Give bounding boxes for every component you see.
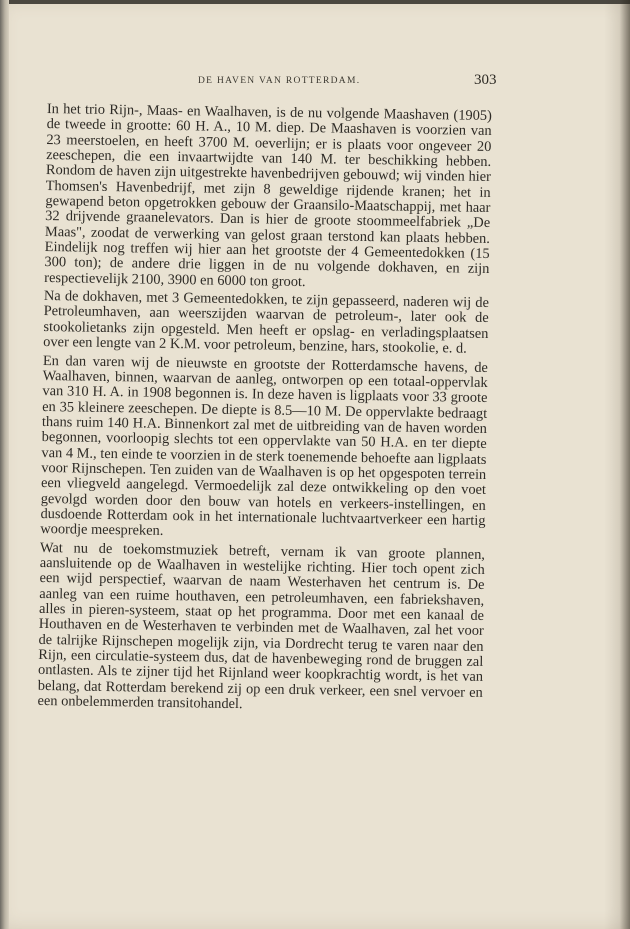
paragraph-waalhaven: En dan varen wij de nieuwste en grootste der Rotterdamsche havens, de Waalhaven, binnen, waarvan de aanleg, ontworpen op een totaal-oppervlak van 310 H. A. in 1908 begonnen is. In deze haven is ligplaats voor 33 groote en 35 kleinere zeeschepen. De diepte is 8.5—10 M. De oppervlakte bedraagt thans ruim 140 H.A. Binnenkort zal met de uitbreiding van de haven worden begonnen, voorloopig slechts tot een oppervlakte van 50 H.A. en ter diepte van 4 M., ten einde te voorzien in de sterk toenemende behoefte aan ligplaats voor Rijnschepen. Ten zuiden van de Waalhaven is op het opgespoten terrein een vliegveld aangelegd. Vermoedelijk zal deze ontwikkeling op den voet gevolgd worden door den bouw van hotels en verkeers-instellingen, en dusdoende Rotterdam ook in het internationale luchtvaartverkeer een hartig woordje meespreken.: [40, 352, 489, 540]
paragraph-petroleumhaven: Na de dokhaven, met 3 Gemeentedokken, te zijn gepasseerd, naderen wij de Petroleumhaven, aan weerszijden waarvan de petroleum-, later ook de stookolietanks zijn opgesteld. Men heeft er opslag- en verladingsplaatsen over een lengte van 2 K.M. voor petroleum, benzine, hars, stookolie, e. d.: [43, 288, 490, 357]
paragraph-westerhaven: Wat nu de toekomstmuziek betreft, vernam ik van groote plannen, aansluitende op de Waalhaven in westelijke richting. Hier toch opent zich een wijd perspectief, waarvan de naam Westerhaven het centrum is. De aanleg van een ruime houthaven, een petroleumhaven, een fabriekshaven, alles in pieren-systeem, staat op het programma. Door met een kanaal de Houthaven en de Westerhaven te verbinden met de Waalhaven, zal het voor de talrijke Rijnschepen mogelijk zijn, via Dordrecht terug te varen naar den Rijn, een circulatie-systeem dus, dat de havenbeweging rond de bruggen zal ontlasten. Als te zijner tijd het Rijnland weer koopkrachtig wordt, is het van belang, dat Rotterdam berekend zij op een druk verkeer, een snel vervoer en een onbelemmerden transitohandel.: [37, 539, 486, 713]
paragraph-maashaven: In het trio Rijn-, Maas- en Waalhaven, is de nu volgende Maashaven (1905) de tweede in grootte: 60 H. A., 10 M. diep. De Maashaven is voorzien van 23 meerstoelen, en heeft 3700 M. oeverlijn; er is plaats voor ongeveer 20 zeeschepen, die een invaartwijdte van 140 M. ter beschikking hebben. Rondom de haven zijn uitgestrekte havenbedrijven gebouwd; wij vinden hier Thomsen's Havenbedrijf, met zijn 8 geweldige rijdende kranen; het in gewapend beton opgetrokken gebouw der Graansilo-Maatschappij, met haar 32 drijvende graanelevators. Dan is hier de groote stoommeelfabriek „De Maas", zoodat de verwerking van gelost graan terstond kan plaats hebben. Eindelijk nog treffen wij hier aan het grootste der 4 Gemeentedokken (15 300 ton); de andere drie liggen in de nu volgende dokhaven, en zijn respectievelijk 2100, 3900 en 6000 ton groot.: [44, 101, 492, 290]
body-text: [37, 102, 491, 716]
running-title: DE HAVEN VAN ROTTERDAM.: [198, 76, 361, 86]
page-spine-edge: [0, 0, 9, 929]
page-number: 303: [474, 72, 497, 88]
page-right-edge: [604, 0, 630, 929]
page-top-edge: [0, 0, 630, 4]
page-header: [40, 70, 510, 92]
